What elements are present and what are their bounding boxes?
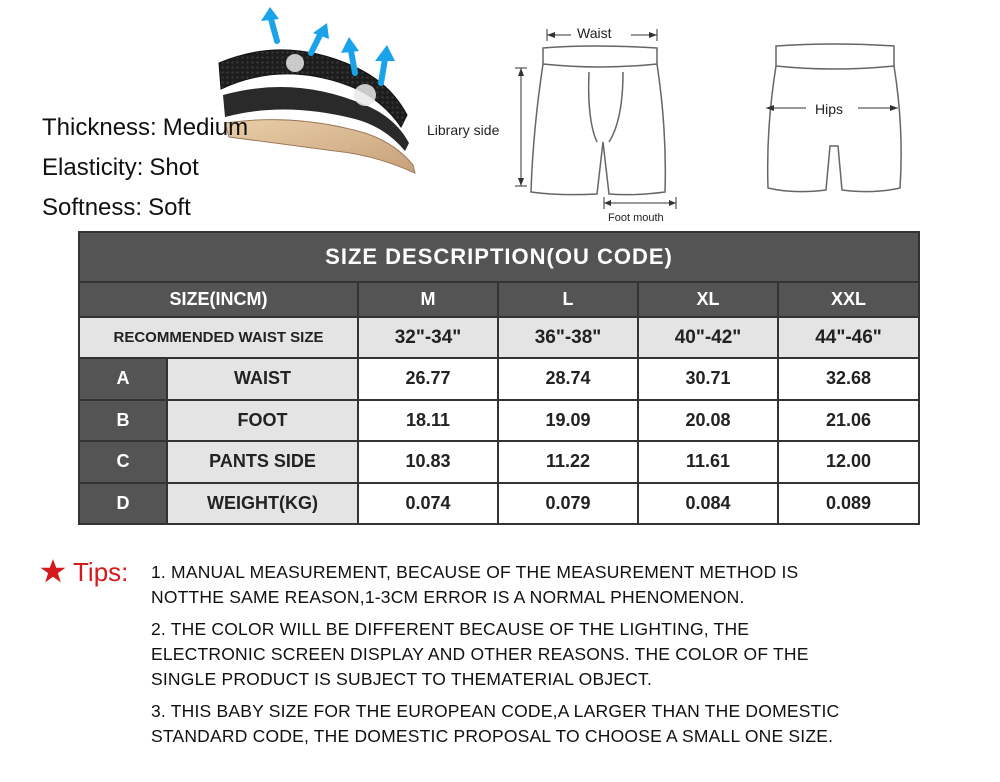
softness-label: Softness: [42,194,143,221]
waist-label: Waist [577,25,612,41]
size-header-xxl: XXL [778,282,919,317]
softness-value: Soft [148,194,191,221]
size-header-xl: XL [638,282,778,317]
table-row [79,483,919,524]
tip-line: STANDARD CODE, THE DOMESTIC PROPOSAL TO CHOOSE A SMALL ONE SIZE. [151,726,834,746]
table-cell: 18.11 [358,400,498,441]
foot-mouth-label: Foot mouth [608,212,664,224]
table-cell: 12.00 [778,441,919,482]
tip-line: 3. THIS BABY SIZE FOR THE EUROPEAN CODE,A LARGER THAN THE DOMESTIC [151,701,840,721]
table-cell: 11.61 [638,441,778,482]
tip-item-2 [151,617,981,692]
table-cell: 0.074 [358,483,498,524]
table-cell: 32.68 [778,358,919,399]
size-header-m: M [358,282,498,317]
table-cell: 30.71 [638,358,778,399]
table-title: SIZE DESCRIPTION(OU CODE) [79,232,919,282]
hips-label: Hips [815,101,844,117]
table-row [79,358,919,399]
back-shorts-diagram [748,38,918,208]
size-table [78,231,920,525]
table-cell: 40"-42" [638,317,778,358]
row-label: WAIST [167,358,358,399]
thickness-label: Thickness: [42,114,157,141]
recommended-waist-row [79,317,919,358]
table-row [79,441,919,482]
tip-line: NOTTHE SAME REASON,1-3CM ERROR IS A NORMAL PHENOMENON. [151,587,745,607]
row-letter: B [79,400,167,441]
tips-label: Tips: [73,557,129,587]
table-cell: 26.77 [358,358,498,399]
elasticity-label: Elasticity: [42,154,144,181]
size-header-l: L [498,282,638,317]
row-label: FOOT [167,400,358,441]
row-letter: C [79,441,167,482]
fabric-layers-illustration [215,5,425,175]
table-header-row [79,282,919,317]
tip-item-3 [151,699,981,749]
table-cell: 11.22 [498,441,638,482]
size-header-label: SIZE(INCM) [79,282,358,317]
elasticity-value: Shot [149,154,199,181]
side-measure-arrow [514,66,528,188]
row-letter: A [79,358,167,399]
library-side-label: Library side [427,122,500,138]
table-cell: 0.089 [778,483,919,524]
tip-line: SINGLE PRODUCT IS SUBJECT TO THEMATERIAL OBJECT. [151,669,653,689]
thickness-value: Medium [162,114,249,141]
table-cell: 10.83 [358,441,498,482]
tip-line: ELECTRONIC SCREEN DISPLAY AND OTHER REASONS. THE COLOR OF THE [151,644,809,664]
elasticity-property [42,154,199,182]
star-icon [40,558,66,584]
row-letter: D [79,483,167,524]
table-row [79,400,919,441]
softness-property [42,194,191,222]
table-cell: 0.079 [498,483,638,524]
table-cell: 28.74 [498,358,638,399]
row-label: WEIGHT(KG) [167,483,358,524]
table-cell: 19.09 [498,400,638,441]
table-cell: 44"-46" [778,317,919,358]
recommended-waist-label: RECOMMENDED WAIST SIZE [79,317,358,358]
table-cell: 20.08 [638,400,778,441]
tip-line: 1. MANUAL MEASUREMENT, BECAUSE OF THE MEASUREMENT METHOD IS [151,562,799,582]
tip-item-1 [151,560,981,610]
tip-line: 2. THE COLOR WILL BE DIFFERENT BECAUSE OF THE LIGHTING, THE [151,619,750,639]
table-cell: 0.084 [638,483,778,524]
table-cell: 36"-38" [498,317,638,358]
table-title-row [79,232,919,282]
foot-measure-arrow [602,196,678,210]
table-cell: 32"-34" [358,317,498,358]
thickness-property [42,114,248,142]
table-cell: 21.06 [778,400,919,441]
row-label: PANTS SIDE [167,441,358,482]
